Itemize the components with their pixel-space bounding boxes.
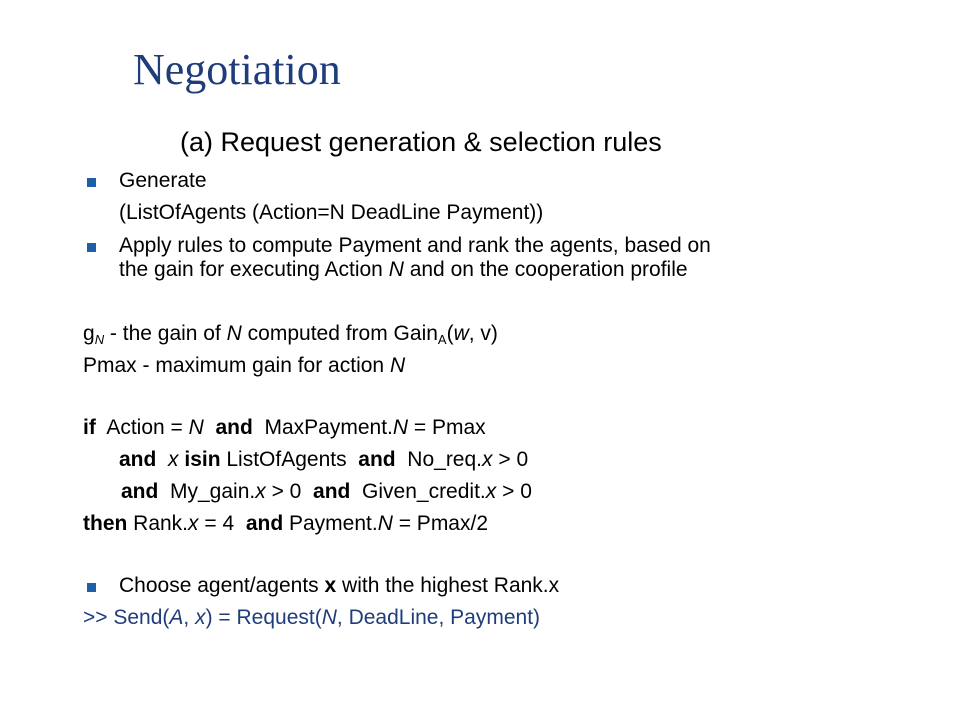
rule-l4-n: N <box>377 512 393 535</box>
kw-and: and <box>313 480 351 503</box>
gn-text: - the gain of <box>104 322 227 345</box>
rule-line-if <box>83 416 486 440</box>
kw-isin: isin <box>184 448 221 471</box>
rule-l4-c: Payment. <box>283 512 378 535</box>
rule-l1-c: = Pmax <box>408 416 486 439</box>
kw-then: then <box>83 512 128 535</box>
send-request-line <box>83 606 540 630</box>
kw-if: if <box>83 416 96 439</box>
send-c: ) = Request( <box>205 606 322 629</box>
send-a: >> Send( <box>83 606 170 629</box>
definition-gn <box>83 322 498 346</box>
bullet-choose <box>119 574 559 598</box>
apply-rules-text-1: Apply rules to compute Payment and rank the agents, based on <box>119 234 711 257</box>
rule-l4-x: x <box>188 512 199 535</box>
rule-l3-a: My_gain. <box>158 480 256 503</box>
kw-and: and <box>203 416 265 439</box>
gn-rest: , v) <box>468 322 498 345</box>
bullet-apply-rules-line1 <box>119 234 711 258</box>
apply-rules-text-2a: the gain for executing Action <box>119 258 389 281</box>
rule-l3-x: x <box>255 480 266 503</box>
rule-l3-c: Given_credit. <box>350 480 486 503</box>
generate-detail-text: (ListOfAgents (Action=N DeadLine Payment)) <box>119 201 544 224</box>
kw-and: and <box>358 448 396 471</box>
gn-text2: computed from Gain <box>241 322 438 345</box>
gn-subscript: N <box>94 332 105 347</box>
send-d: , DeadLine, Payment) <box>336 606 541 629</box>
send-x: x <box>195 606 206 629</box>
bullet-marker <box>87 178 96 187</box>
choose-text-a: Choose agent/agents <box>119 574 325 597</box>
rule-l4-a: Rank. <box>127 512 189 535</box>
rule-l4-d: = Pmax/2 <box>392 512 489 535</box>
definition-pmax <box>83 354 405 378</box>
rule-l4-b: = 4 <box>198 512 246 535</box>
generate-detail <box>119 201 543 225</box>
bullet-generate <box>119 169 207 193</box>
rule-line-and-1 <box>119 448 528 472</box>
slide-title: Negotiation <box>133 45 341 94</box>
rule-l3-x2: x <box>485 480 497 503</box>
kw-and: and <box>121 480 159 503</box>
pmax-text: Pmax - maximum gain for action <box>83 354 390 377</box>
slide-subtitle: (a) Request generation & selection rules <box>180 127 662 157</box>
send-agent: A <box>169 606 184 629</box>
bullet-generate-text: Generate <box>119 169 207 192</box>
bullet-apply-rules-line2 <box>119 258 688 282</box>
gn-w: w <box>453 322 469 345</box>
rule-line-then <box>83 512 488 536</box>
gn-n: N <box>226 322 242 345</box>
choose-text-c: with the highest Rank.x <box>336 574 560 597</box>
choose-x: x <box>324 574 337 597</box>
rule-l3-d: > 0 <box>496 480 532 503</box>
kw-and: and <box>245 512 284 535</box>
rule-l2-a: ListOfAgents <box>220 448 359 471</box>
gain-subscript: A <box>437 332 447 347</box>
kw-and: and <box>119 448 157 471</box>
bullet-marker <box>87 583 96 592</box>
rule-l1-a: Action = <box>95 416 189 439</box>
apply-rules-text-2b: N <box>388 258 404 281</box>
gn-symbol: g <box>83 322 95 345</box>
rule-l2-x2: x <box>482 448 493 471</box>
apply-rules-text-2c: and on the cooperation profile <box>403 258 688 281</box>
rule-l1-n2: N <box>392 416 409 439</box>
pmax-n: N <box>389 354 406 377</box>
rule-l2-b: No_req. <box>395 448 483 471</box>
rule-l3-b: > 0 <box>265 480 314 503</box>
rule-l2-c: > 0 <box>492 448 529 471</box>
send-n: N <box>321 606 337 629</box>
rule-l1-b: MaxPayment. <box>264 416 393 439</box>
rule-l1-n: N <box>188 416 204 439</box>
gn-paren: ( <box>446 322 454 345</box>
bullet-marker <box>87 243 96 252</box>
send-b: , <box>183 606 196 629</box>
rule-l2-x: x <box>156 448 185 471</box>
rule-line-and-2 <box>121 480 532 504</box>
